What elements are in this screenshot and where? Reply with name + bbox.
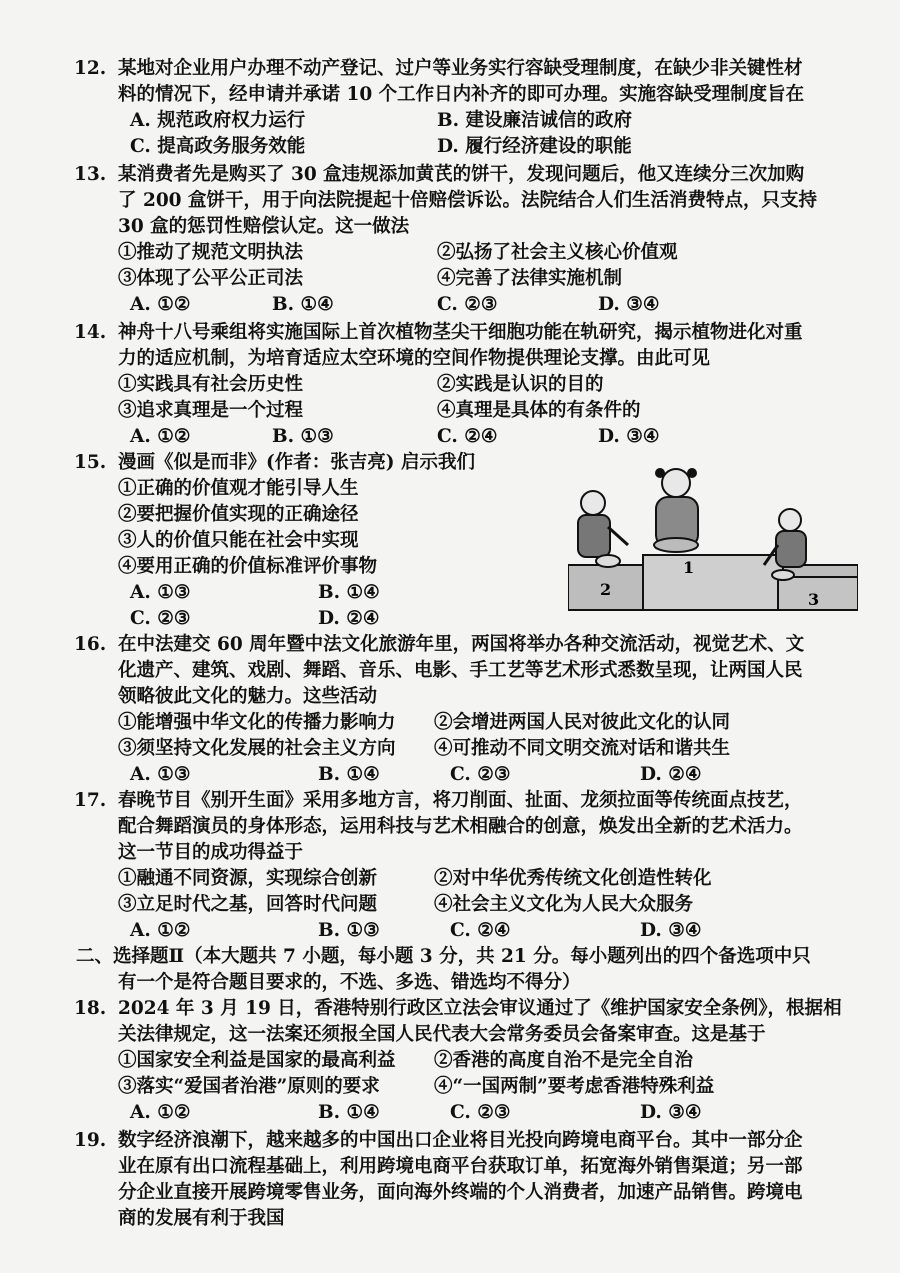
q15-statement-3: ③人的价值只能在社会中实现: [118, 530, 359, 551]
q12-option-c: C. 提高政务服务效能: [130, 136, 306, 157]
q12-number: 12.: [74, 58, 107, 79]
q13-statement-1: ①推动了规范文明执法: [118, 242, 304, 263]
q15-stem-line1: 漫画《似是而非》(作者：张吉亮) 启示我们: [118, 452, 475, 473]
q17-option-a: A. ①②: [130, 920, 191, 941]
q15-option-a: A. ①③: [130, 582, 191, 603]
section-2-heading-line2: 有一个是符合题目要求的，不选、多选、错选均不得分）: [118, 972, 581, 993]
q14-option-d: D. ③④: [598, 426, 660, 447]
q18-option-a: A. ①②: [130, 1102, 191, 1123]
q18-number: 18.: [74, 998, 107, 1019]
q18-statement-1: ①国家安全利益是国家的最高利益: [118, 1050, 396, 1071]
q14-statement-3: ③追求真理是一个过程: [118, 400, 304, 421]
q15-statement-1: ①正确的价值观才能引导人生: [118, 478, 359, 499]
q16-statement-1: ①能增强中华文化的传播力影响力: [118, 712, 396, 733]
q13-stem-line2: 了 200 盒饼干，用于向法院提起十倍赔偿诉讼。法院结合人们生活消费特点，只支持: [118, 190, 818, 211]
q13-statement-4: ④完善了法律实施机制: [437, 268, 623, 289]
q16-option-d: D. ②④: [640, 764, 702, 785]
q19-stem-line3: 分企业直接开展跨境零售业务，面向海外终端的个人消费者，加速产品销售。跨境电: [118, 1182, 803, 1203]
q13-option-c: C. ②③: [437, 294, 498, 315]
q14-option-a: A. ①②: [130, 426, 191, 447]
q19-number: 19.: [74, 1130, 107, 1151]
q16-stem-line3: 领略彼此文化的魅力。这些活动: [118, 686, 378, 707]
q18-option-b: B. ①④: [318, 1102, 380, 1123]
q17-stem-line3: 这一节目的成功得益于: [118, 842, 304, 863]
q16-option-a: A. ①③: [130, 764, 191, 785]
q17-statement-4: ④社会主义文化为人民大众服务: [434, 894, 694, 915]
q16-statement-4: ④可推动不同文明交流对话和谐共生: [434, 738, 731, 759]
q15-option-c: C. ②③: [130, 608, 191, 629]
q14-number: 14.: [74, 322, 107, 343]
q17-statement-1: ①融通不同资源，实现综合创新: [118, 868, 378, 889]
q12-option-a: A. 规范政府权力运行: [130, 110, 306, 131]
q16-stem-line1: 在中法建交 60 周年暨中法文化旅游年里，两国将举办各种交流活动，视觉艺术、文: [118, 634, 805, 655]
q13-option-b: B. ①④: [272, 294, 334, 315]
q17-stem-line1: 春晚节目《别开生面》采用多地方言，将刀削面、扯面、龙须拉面等传统面点技艺，: [118, 790, 803, 811]
q16-option-c: C. ②③: [450, 764, 511, 785]
q14-statement-1: ①实践具有社会历史性: [118, 374, 304, 395]
q17-option-b: B. ①③: [318, 920, 380, 941]
q16-stem-line2: 化遗产、建筑、戏剧、舞蹈、音乐、电影、手工艺等艺术形式悉数呈现，让两国人民: [118, 660, 803, 681]
q19-stem-line1: 数字经济浪潮下，越来越多的中国出口企业将目光投向跨境电商平台。其中一部分企: [118, 1130, 803, 1151]
q12-option-b: B. 建设廉洁诚信的政府: [437, 110, 633, 131]
q18-statement-2: ②香港的高度自治不是完全自治: [434, 1050, 694, 1071]
q12-stem-line2: 料的情况下，经申请并承诺 10 个工作日内补齐的即可办理。实施容缺受理制度旨在: [118, 84, 805, 105]
q15-option-b: B. ①④: [318, 582, 380, 603]
q16-statement-2: ②会增进两国人民对彼此文化的认同: [434, 712, 731, 733]
q15-statement-4: ④要用正确的价值标准评价事物: [118, 556, 378, 577]
q19-stem-line4: 商的发展有利于我国: [118, 1208, 285, 1229]
q18-statement-4: ④“一国两制”要考虑香港特殊利益: [434, 1076, 715, 1097]
q18-statement-3: ③落实“爱国者治港”原则的要求: [118, 1076, 380, 1097]
q17-number: 17.: [74, 790, 107, 811]
q15-number: 15.: [74, 452, 107, 473]
q13-option-a: A. ①②: [130, 294, 191, 315]
q19-stem-line2: 业在原有出口流程基础上，利用跨境电商平台获取订单，拓宽海外销售渠道；另一部: [118, 1156, 803, 1177]
q17-option-c: C. ②④: [450, 920, 511, 941]
q16-statement-3: ③须坚持文化发展的社会主义方向: [118, 738, 396, 759]
q13-number: 13.: [74, 164, 107, 185]
q14-statement-4: ④真理是具体的有条件的: [437, 400, 641, 421]
q12-option-d: D. 履行经济建设的职能: [437, 136, 632, 157]
q12-stem-line1: 某地对企业用户办理不动产登记、过户等业务实行容缺受理制度，在缺少非关键性材: [118, 58, 803, 79]
figure-left: [578, 491, 628, 567]
q17-statement-3: ③立足时代之基，回答时代问题: [118, 894, 378, 915]
q14-statement-2: ②实践是认识的目的: [437, 374, 604, 395]
q18-option-d: D. ③④: [640, 1102, 702, 1123]
q18-option-c: C. ②③: [450, 1102, 511, 1123]
podium-label-1: 1: [683, 558, 695, 577]
podium-label-3: 3: [808, 590, 820, 609]
q13-stem-line3: 30 盒的惩罚性赔偿认定。这一做法: [118, 216, 410, 237]
q14-option-b: B. ①③: [272, 426, 334, 447]
q14-stem-line1: 神舟十八号乘组将实施国际上首次植物茎尖干细胞功能在轨研究，揭示植物进化对重: [118, 322, 803, 343]
q13-statement-3: ③体现了公平公正司法: [118, 268, 304, 289]
q13-stem-line1: 某消费者先是购买了 30 盒违规添加黄芪的饼干，发现问题后，他又连续分三次加购: [118, 164, 805, 185]
q14-option-c: C. ②④: [437, 426, 498, 447]
q17-stem-line2: 配合舞蹈演员的身体形态，运用科技与艺术相融合的创意，焕发出全新的艺术活力。: [118, 816, 803, 837]
cartoon-podium-image: [568, 465, 858, 620]
q15-option-d: D. ②④: [318, 608, 380, 629]
q17-option-d: D. ③④: [640, 920, 702, 941]
q13-statement-2: ②弘扬了社会主义核心价值观: [437, 242, 678, 263]
q18-stem-line2: 关法律规定，这一法案还须报全国人民代表大会常务委员会备案审查。这是基于: [118, 1024, 766, 1045]
q16-option-b: B. ①④: [318, 764, 380, 785]
q18-stem-line1: 2024 年 3 月 19 日，香港特别行政区立法会审议通过了《维护国家安全条例》，根据相: [118, 998, 842, 1019]
q14-stem-line2: 力的适应机制，为培育适应太空环境的空间作物提供理论支撑。由此可见: [118, 348, 711, 369]
q15-statement-2: ②要把握价值实现的正确途径: [118, 504, 359, 525]
podium-label-2: 2: [600, 580, 612, 599]
q16-number: 16.: [74, 634, 107, 655]
q13-option-d: D. ③④: [598, 294, 660, 315]
q17-statement-2: ②对中华优秀传统文化创造性转化: [434, 868, 712, 889]
figure-center: [654, 468, 698, 552]
section-2-heading-line1: 二、选择题Ⅱ（本大题共 7 小题，每小题 3 分，共 21 分。每小题列出的四个备选项中只: [76, 946, 811, 967]
